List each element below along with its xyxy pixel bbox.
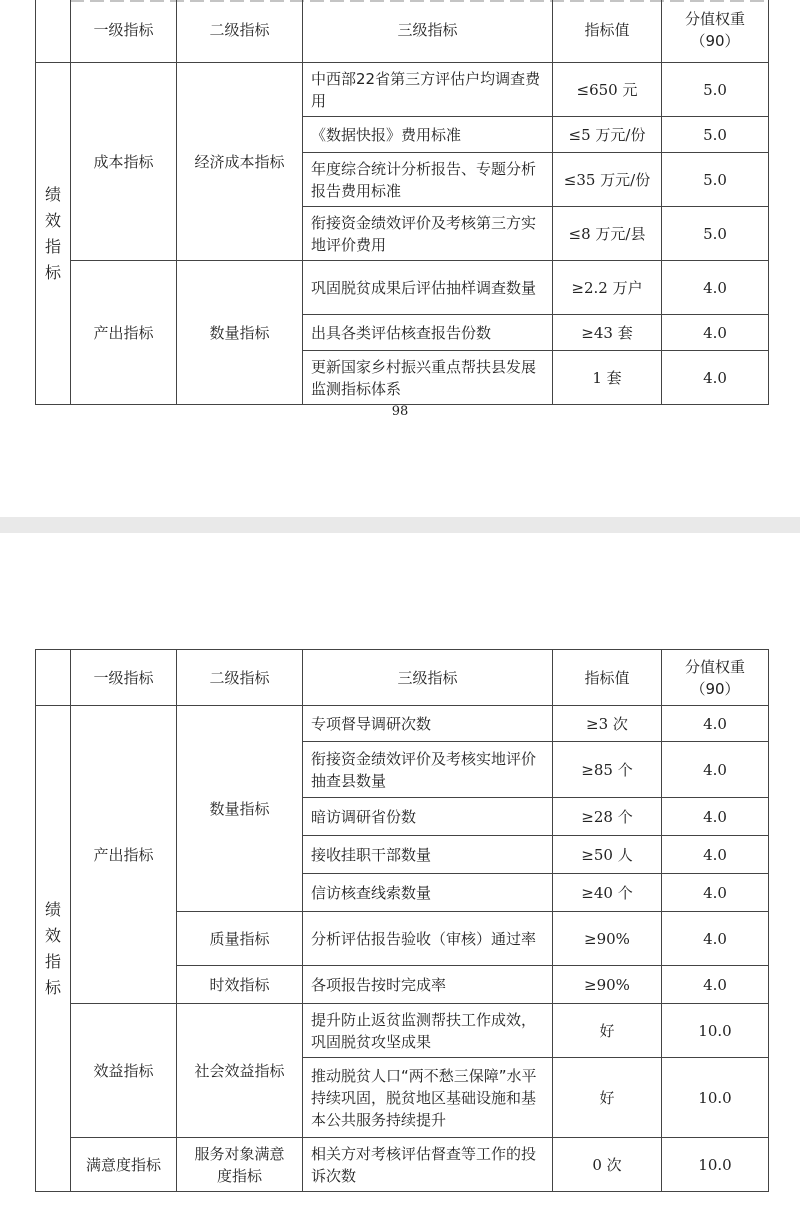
level1-cell: 产出指标 [71, 706, 177, 1004]
header-level2: 二级指标 [177, 650, 303, 706]
weight-cell: 4.0 [662, 351, 769, 405]
indicator-cell: 推动脱贫人口“两不愁三保障”水平持续巩固，脱贫地区基础设施和基本公共服务持续提升 [303, 1058, 553, 1138]
level2-cell: 服务对象满意度指标 [177, 1138, 303, 1192]
indicator-cell: 专项督导调研次数 [303, 706, 553, 742]
value-cell: ≥90% [553, 966, 662, 1004]
level2-cell: 经济成本指标 [177, 63, 303, 261]
indicator-table-page-2 [35, 649, 769, 1192]
value-cell: 0 次 [553, 1138, 662, 1192]
indicator-cell: 各项报告按时完成率 [303, 966, 553, 1004]
level2-cell: 数量指标 [177, 706, 303, 912]
weight-cell: 10.0 [662, 1138, 769, 1192]
level2-cell: 质量指标 [177, 912, 303, 966]
indicator-cell: 衔接资金绩效评价及考核第三方实地评价费用 [303, 207, 553, 261]
table-row [36, 706, 769, 742]
document-page-2 [0, 533, 800, 1223]
indicator-cell: 出具各类评估核查报告份数 [303, 315, 553, 351]
header-value: 指标值 [553, 0, 662, 63]
weight-cell: 4.0 [662, 966, 769, 1004]
weight-cell: 5.0 [662, 63, 769, 117]
indicator-cell: 信访核查线索数量 [303, 874, 553, 912]
value-cell: ≥40 个 [553, 874, 662, 912]
value-cell: ≤5 万元/份 [553, 117, 662, 153]
weight-cell: 4.0 [662, 315, 769, 351]
value-cell: ≥2.2 万户 [553, 261, 662, 315]
level2-cell: 时效指标 [177, 966, 303, 1004]
weight-cell: 4.0 [662, 874, 769, 912]
group-label: 绩效指标 [36, 706, 71, 1192]
weight-cell: 5.0 [662, 117, 769, 153]
level1-cell: 效益指标 [71, 1004, 177, 1138]
header-level1: 一级指标 [71, 650, 177, 706]
indicator-table-page-1 [35, 0, 769, 405]
header-weight: 分值权重（90） [662, 0, 769, 63]
weight-cell: 4.0 [662, 798, 769, 836]
weight-cell: 10.0 [662, 1058, 769, 1138]
header-weight: 分值权重（90） [662, 650, 769, 706]
indicator-cell: 《数据快报》费用标准 [303, 117, 553, 153]
header-value: 指标值 [553, 650, 662, 706]
weight-cell: 4.0 [662, 742, 769, 798]
header-level3: 三级指标 [303, 0, 553, 63]
value-cell: ≤650 元 [553, 63, 662, 117]
value-cell: ≥3 次 [553, 706, 662, 742]
header-blank [36, 0, 71, 63]
indicator-cell: 年度综合统计分析报告、专题分析报告费用标准 [303, 153, 553, 207]
value-cell: 好 [553, 1058, 662, 1138]
value-cell: 1 套 [553, 351, 662, 405]
level1-cell: 满意度指标 [71, 1138, 177, 1192]
document-page-1 [0, 0, 800, 517]
value-cell: ≤35 万元/份 [553, 153, 662, 207]
value-cell: ≥50 人 [553, 836, 662, 874]
value-cell: ≥90% [553, 912, 662, 966]
weight-cell: 4.0 [662, 706, 769, 742]
indicator-cell: 暗访调研省份数 [303, 798, 553, 836]
page-separator [0, 517, 800, 533]
group-label: 绩效指标 [36, 63, 71, 405]
level1-cell: 产出指标 [71, 261, 177, 405]
indicator-cell: 相关方对考核评估督查等工作的投诉次数 [303, 1138, 553, 1192]
table-row [36, 1138, 769, 1192]
header-blank [36, 650, 71, 706]
weight-cell: 4.0 [662, 261, 769, 315]
page-number: 98 [391, 404, 409, 419]
weight-cell: 5.0 [662, 207, 769, 261]
indicator-cell: 提升防止返贫监测帮扶工作成效，巩固脱贫攻坚成果 [303, 1004, 553, 1058]
indicator-cell: 接收挂职干部数量 [303, 836, 553, 874]
indicator-cell: 分析评估报告验收（审核）通过率 [303, 912, 553, 966]
level2-cell: 数量指标 [177, 261, 303, 405]
value-cell: ≥43 套 [553, 315, 662, 351]
indicator-cell: 中西部22省第三方评估户均调查费用 [303, 63, 553, 117]
weight-cell: 5.0 [662, 153, 769, 207]
weight-cell: 4.0 [662, 836, 769, 874]
value-cell: ≥28 个 [553, 798, 662, 836]
level2-cell: 社会效益指标 [177, 1004, 303, 1138]
value-cell: ≤8 万元/县 [553, 207, 662, 261]
table-header-row [36, 0, 769, 63]
table-row [36, 261, 769, 315]
weight-cell: 4.0 [662, 912, 769, 966]
weight-cell: 10.0 [662, 1004, 769, 1058]
table-header-row [36, 650, 769, 706]
header-level2: 二级指标 [177, 0, 303, 63]
table-row [36, 63, 769, 117]
indicator-cell: 巩固脱贫成果后评估抽样调查数量 [303, 261, 553, 315]
indicator-cell: 更新国家乡村振兴重点帮扶县发展监测指标体系 [303, 351, 553, 405]
indicator-cell: 衔接资金绩效评价及考核实地评价抽查县数量 [303, 742, 553, 798]
header-level3: 三级指标 [303, 650, 553, 706]
level1-cell: 成本指标 [71, 63, 177, 261]
header-level1: 一级指标 [71, 0, 177, 63]
value-cell: ≥85 个 [553, 742, 662, 798]
value-cell: 好 [553, 1004, 662, 1058]
table-row [36, 1004, 769, 1058]
